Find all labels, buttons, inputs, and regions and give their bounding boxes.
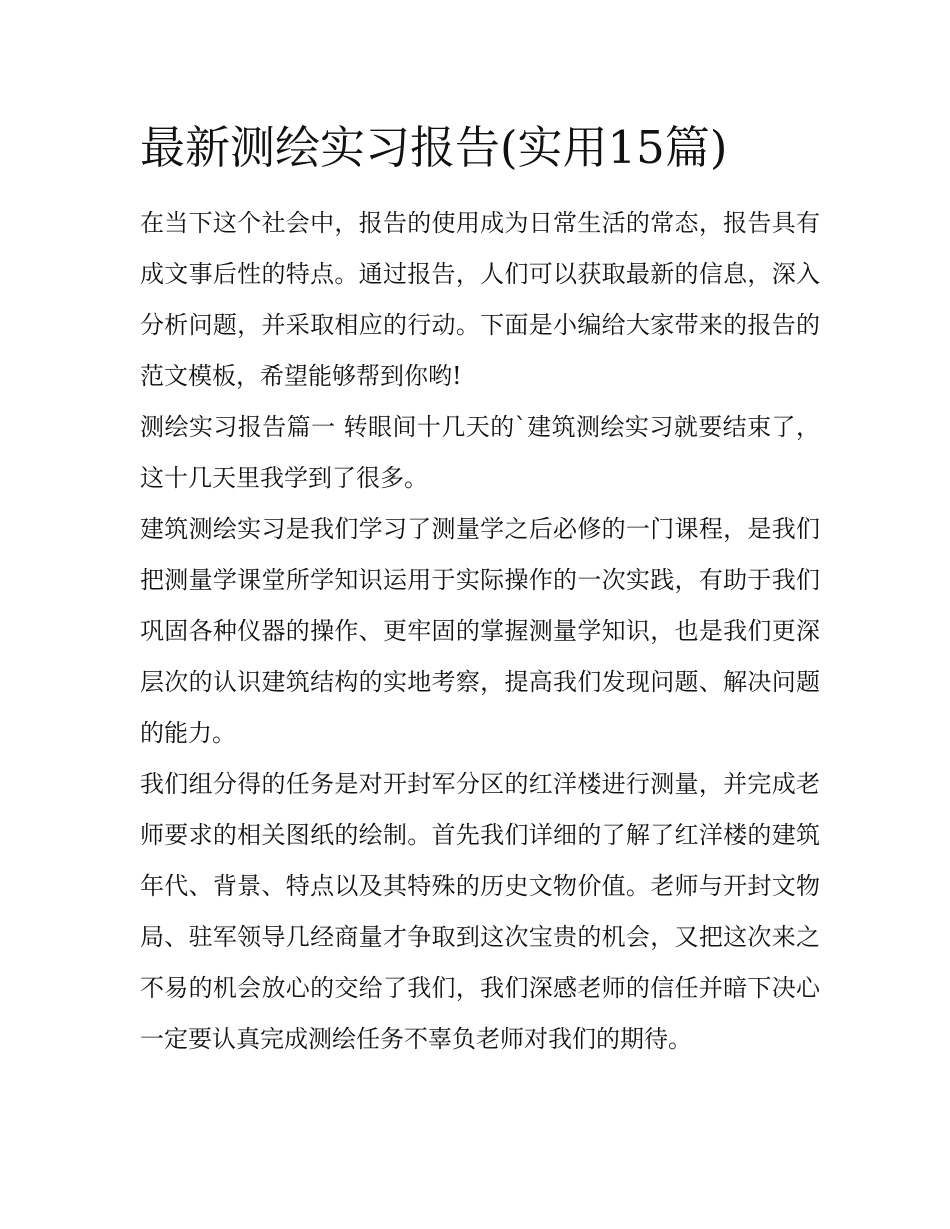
document-title: 最新测绘实习报告(实用15篇): [140, 121, 728, 174]
paragraph-internship-purpose: 建筑测绘实习是我们学习了测量学之后必修的一门课程，是我们把测量学课堂所学知识运用于实际操作的一次实践，有助于我们巩固各种仪器的操作、更牢固的掌握测量学知识，也是我们更深层次的认识建筑结构的实地考察，提高我们发现问题、解决问题的能力。: [140, 515, 820, 747]
document-body: [140, 112, 820, 1065]
paragraph-section-one-opening: 测绘实习报告篇一 转眼间十几天的`建筑测绘实习就要结束了，这十几天里我学到了很多。: [140, 413, 820, 492]
paragraph-intro: 在当下这个社会中，报告的使用成为日常生活的常态，报告具有成文事后性的特点。通过报告，人们可以获取最新的信息，深入分析问题，并采取相应的行动。下面是小编给大家带来的报告的范文模板，希望能够帮到你哟!: [140, 209, 820, 390]
paragraph-team-task: 我们组分得的任务是对开封军分区的红洋楼进行测量，并完成老师要求的相关图纸的绘制。首先我们详细的了解了红洋楼的建筑年代、背景、特点以及其特殊的历史文物价值。老师与开封文物局、驻军领导几经商量才争取到这次宝贵的机会，又把这次来之不易的机会放心的交给了我们，我们深感老师的信任并暗下决心一定要认真完成测绘任务不辜负老师对我们的期待。: [140, 770, 820, 1053]
